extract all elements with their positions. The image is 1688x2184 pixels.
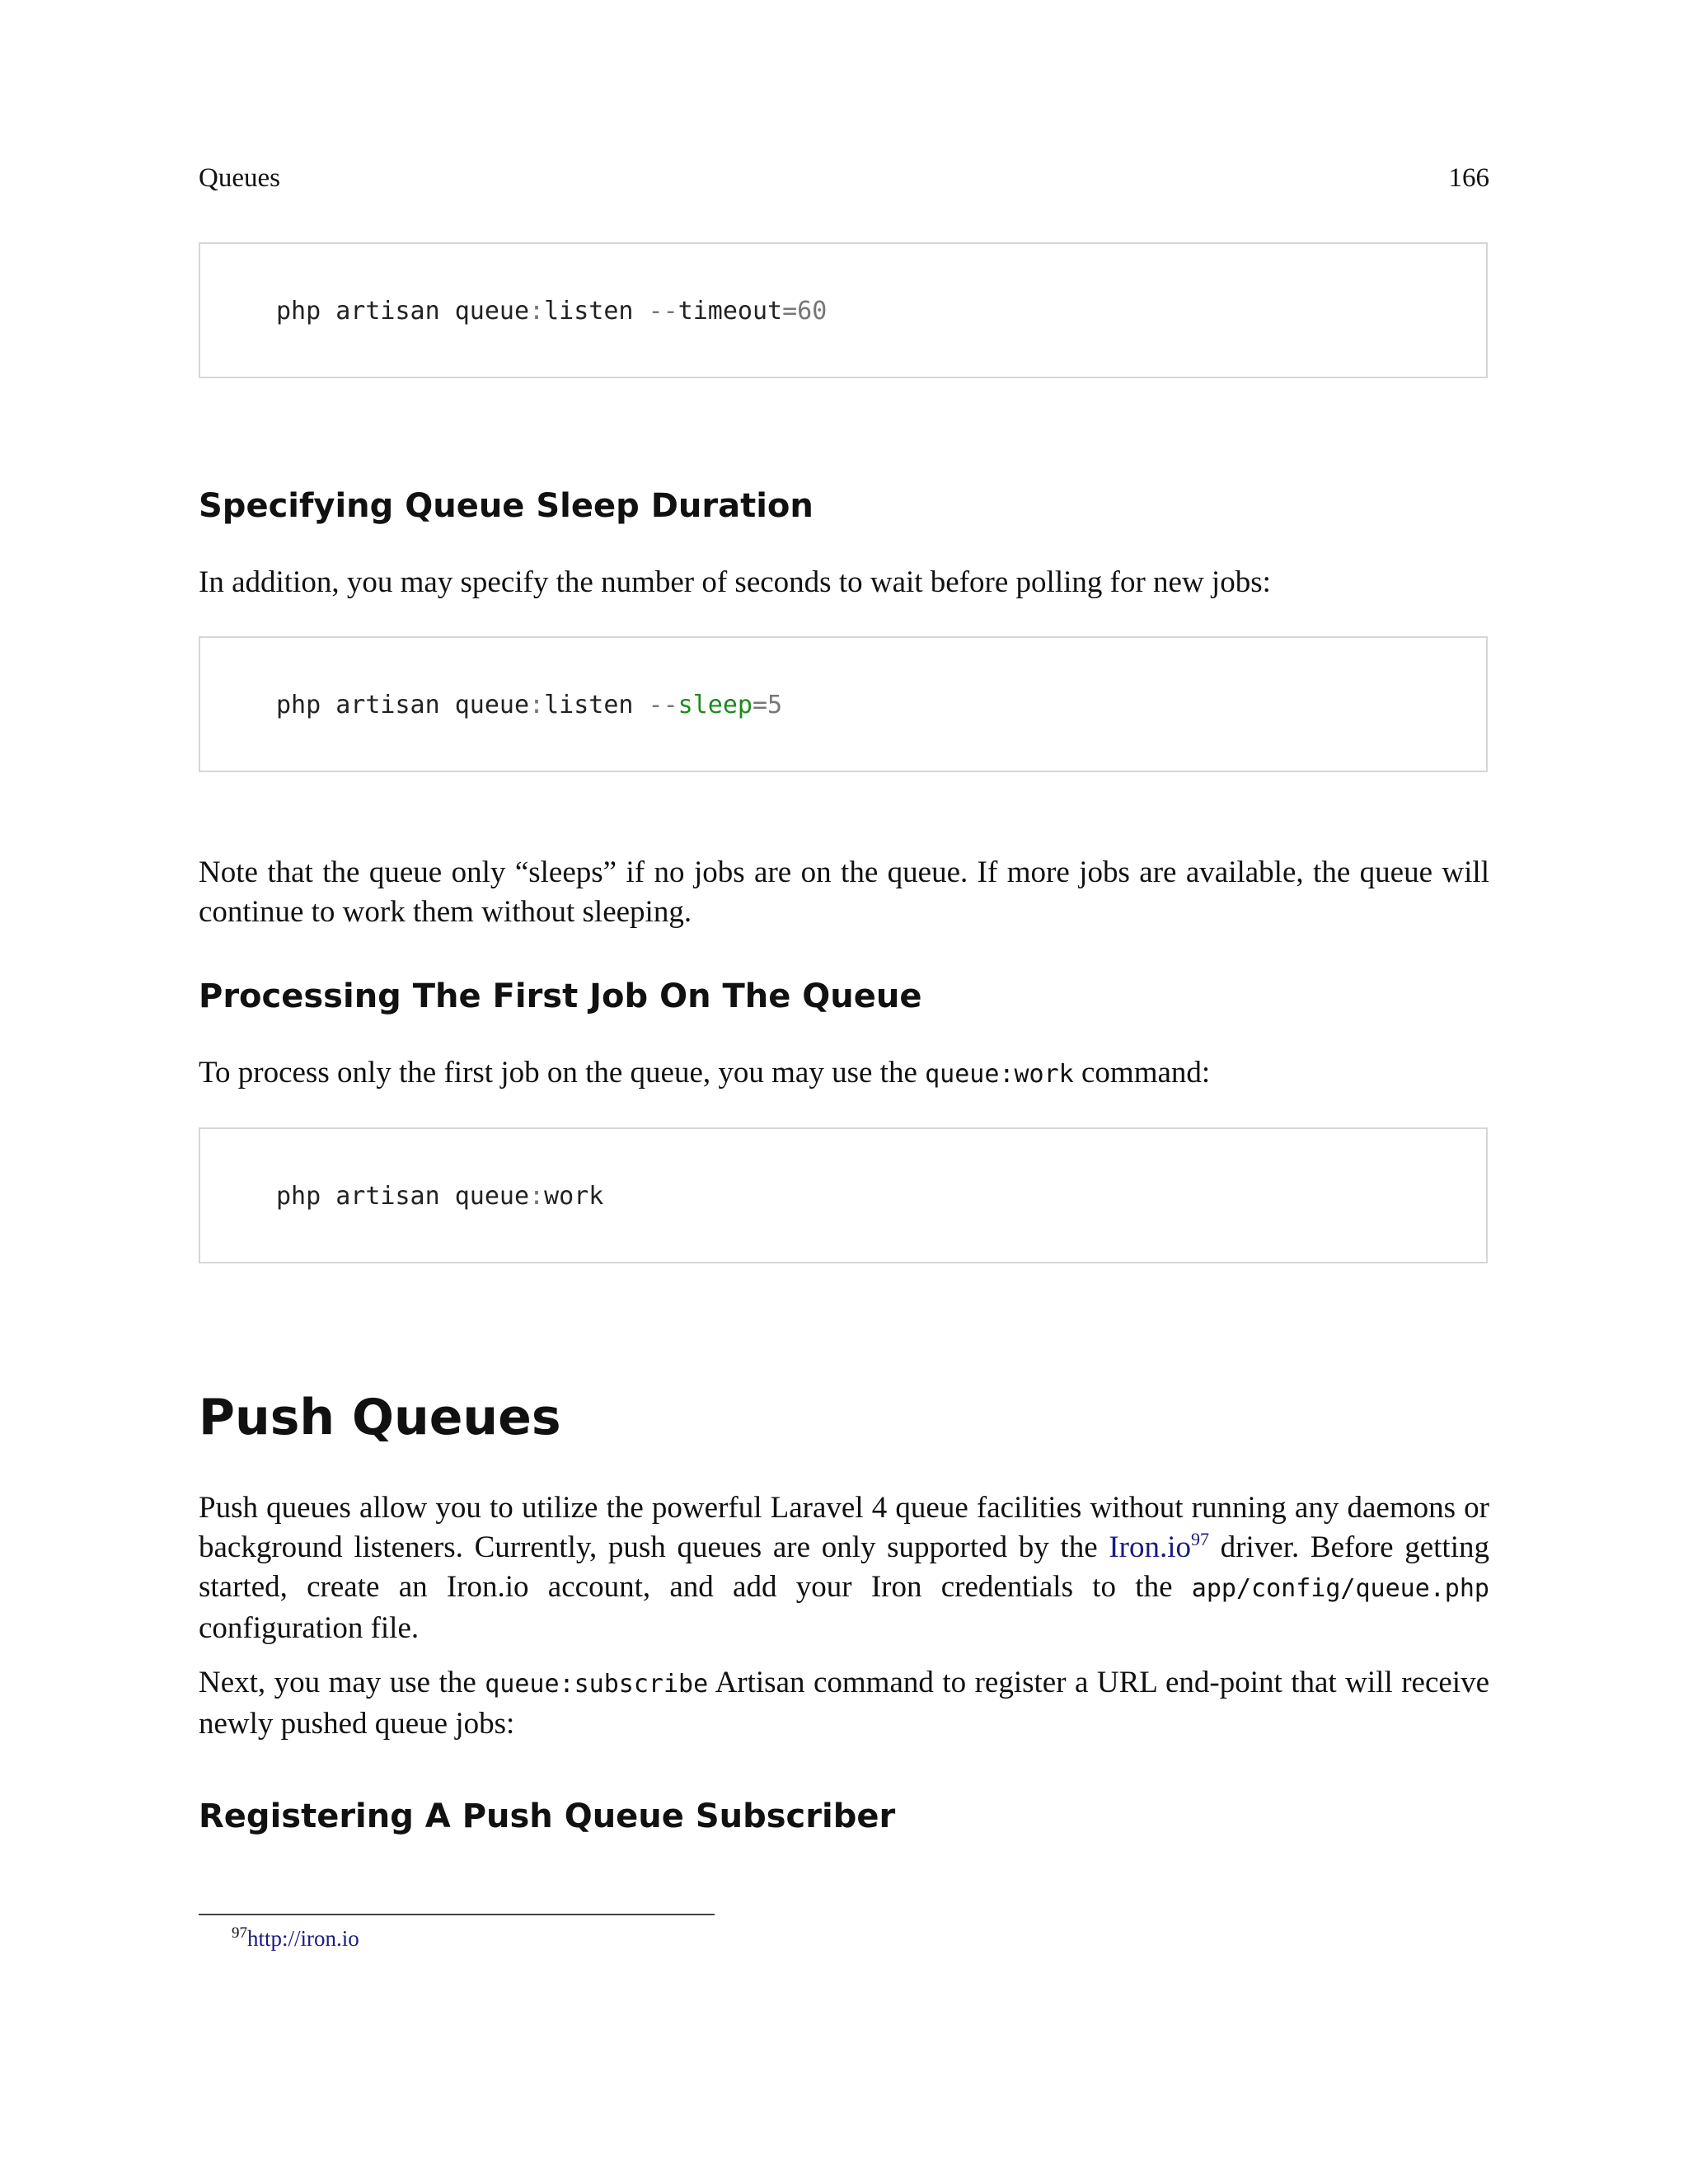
text-segment: Push queues allow you to utilize the powerful Laravel 4 queue facilities without running any daemons or background listeners. Currently, push queues are only supported by the <box>199 1491 1489 1564</box>
code-flag-dashes: -- <box>648 297 678 326</box>
code-equals: = <box>782 297 798 326</box>
code-command: php artisan queue <box>276 691 530 719</box>
inline-code-queue-work: queue:work <box>925 1060 1074 1089</box>
code-block-work <box>199 1127 1488 1263</box>
book-page <box>199 0 1489 2184</box>
code-colon: : <box>529 1182 545 1211</box>
running-header <box>199 162 1489 194</box>
inline-code-queue-subscribe: queue:subscribe <box>485 1670 709 1699</box>
footnote-ref-link[interactable]: 97 <box>1191 1529 1209 1549</box>
code-command: php artisan queue <box>276 297 530 326</box>
heading-push-queues: Push Queues <box>199 1389 561 1446</box>
code-subcommand: work <box>544 1182 604 1211</box>
code-colon: : <box>529 297 545 326</box>
code-flag-value: 60 <box>797 297 828 326</box>
code-flag-dashes: -- <box>648 691 678 719</box>
code-line-work <box>276 1182 603 1212</box>
text-segment: configuration file. <box>199 1611 420 1645</box>
footnote-divider <box>199 1914 715 1915</box>
heading-sleep-duration: Specifying Queue Sleep Duration <box>199 487 814 525</box>
paragraph-first-job-intro <box>199 1053 1489 1094</box>
text-segment: driver. Before getting started, create an Iron.io account, and add your Iron credentials to the <box>199 1530 1489 1604</box>
iron-io-link[interactable]: Iron.io <box>1109 1530 1191 1564</box>
running-section-title: Queues <box>199 163 280 193</box>
code-subcommand: listen <box>544 691 649 719</box>
footnote-url-link[interactable]: http://iron.io <box>247 1926 359 1951</box>
text-segment: command: <box>1073 1056 1211 1090</box>
footnote-97 <box>232 1924 359 1953</box>
code-line-timeout <box>276 297 827 326</box>
code-equals: = <box>752 691 768 719</box>
heading-first-job: Processing The First Job On The Queue <box>199 977 922 1015</box>
text-segment: To process only the first job on the queue, you may use the <box>199 1056 926 1090</box>
footnote-number: 97 <box>232 1924 247 1942</box>
inline-code-config-path: app/config/queue.php <box>1191 1574 1489 1603</box>
code-colon: : <box>529 691 545 719</box>
text-segment: Next, you may use the <box>199 1666 485 1699</box>
text-segment: Artisan command to register a URL end-point that will receive newly pushed queue jobs: <box>199 1666 1489 1741</box>
code-line-sleep <box>276 691 782 720</box>
paragraph-sleep-note: Note that the queue only “sleeps” if no jobs are on the queue. If more jobs are available, the queue will continue to work them without sleeping. <box>199 855 1489 929</box>
code-subcommand: listen <box>544 297 649 326</box>
heading-register-subscriber: Registering A Push Queue Subscriber <box>199 1797 896 1835</box>
paragraph-sleep-intro: In addition, you may specify the number of seconds to wait before polling for new jobs: <box>199 565 1271 599</box>
code-block-sleep <box>199 636 1488 772</box>
paragraph-push-subscribe <box>199 1663 1489 1744</box>
code-flag-name: sleep <box>678 691 753 719</box>
code-flag-name: timeout <box>678 297 783 326</box>
page-number: 166 <box>1448 163 1489 193</box>
code-block-timeout <box>199 242 1488 378</box>
paragraph-push-intro <box>199 1488 1489 1648</box>
code-flag-value: 5 <box>767 691 783 719</box>
code-command: php artisan queue <box>276 1182 530 1211</box>
